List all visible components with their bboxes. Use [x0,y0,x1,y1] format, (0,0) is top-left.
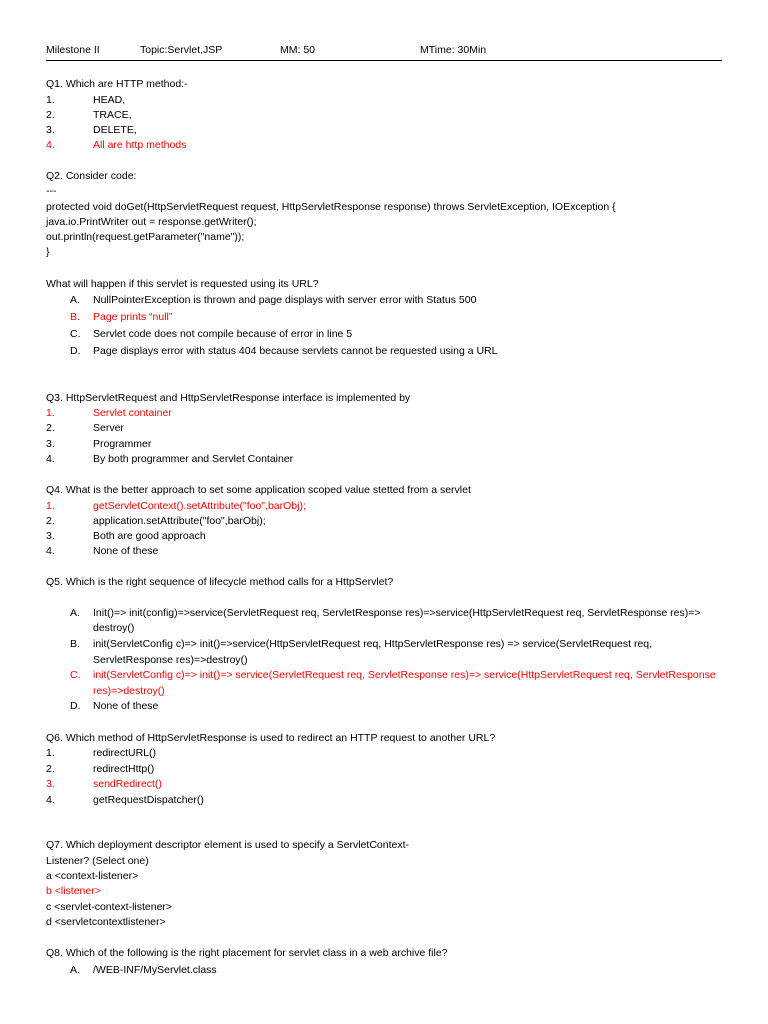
code-line: } [46,246,50,258]
option-row: D. None of these [70,700,159,712]
question-2-prompt: What will happen if this servlet is requested using its URL? [46,278,319,290]
code-line: --- [46,185,57,197]
option-row-correct-continued: res)=>destroy() [93,685,165,697]
option-row: 4. None of these [46,545,159,557]
option-row: A. /WEB-INF/MyServlet.class [70,964,217,976]
code-line: java.io.PrintWriter out = response.getWriter(); [46,216,257,228]
exam-header [0,44,768,58]
option-row: 1. redirectURL() [46,747,157,759]
option-row-correct: 3. sendRedirect() [46,778,162,790]
question-7-text-continued: Listener? (Select one) [46,855,149,867]
question-2-text: Q2. Consider code: [46,170,137,182]
code-line: protected void doGet(HttpServletRequest request, HttpServletResponse response) throws ServletException, IOException { [46,201,616,213]
topic-label: Topic:Servlet,JSP [140,44,223,56]
option-row: 4. By both programmer and Servlet Container [46,453,294,465]
code-line: out.println(request.getParameter("name")); [46,231,245,243]
option-row: 3. Programmer [46,438,152,450]
question-1-text: Q1. Which are HTTP method:- [46,78,188,90]
option-row: 2. application.setAttribute("foo",barObj); [46,515,266,527]
option-row-correct: 1. getServletContext().setAttribute("foo",barObj); [46,500,306,512]
option-row-correct: 4. All are http methods [46,139,187,151]
question-7-text: Q7. Which deployment descriptor element is used to specify a ServletContext- [46,839,409,851]
question-8-text: Q8. Which of the following is the right placement for servlet class in a web archive file? [46,947,448,959]
question-6-text: Q6. Which method of HttpServletResponse is used to redirect an HTTP request to another URL? [46,732,496,744]
option-row-correct: b <listener> [46,885,101,897]
option-row: 3. DELETE, [46,124,137,136]
option-row-continued: ServletResponse res)=>destroy() [93,654,248,666]
max-time-label: MTime: 30Min [420,44,487,56]
option-row-correct: B. Page prints “null” [70,311,173,323]
option-row-continued: destroy() [93,622,135,634]
option-row: 3. Both are good approach [46,530,206,542]
option-row: 4. getRequestDispatcher() [46,794,204,806]
option-row-correct: C. init(ServletConfig c)=> init()=> service(ServletRequest req, ServletResponse res)=> service(HttpServletRequest req, ServletResponse [70,669,716,681]
option-row: 2. Server [46,422,124,434]
question-3-text: Q3. HttpServletRequest and HttpServletResponse interface is implemented by [46,392,411,404]
option-row: c <servlet-context-listener> [46,901,173,913]
milestone-label: Milestone II [46,44,100,56]
option-row: 2. TRACE, [46,109,132,121]
option-row: A. NullPointerException is thrown and page displays with server error with Status 500 [70,294,477,306]
question-4-text: Q4. What is the better approach to set some application scoped value stetted from a servlet [46,484,471,496]
header-divider [46,60,722,61]
option-row: 1. HEAD, [46,94,126,106]
option-row: A. Init()=> init(config)=>service(ServletRequest req, ServletResponse res)=>service(HttpServletRequest req, ServletResponse res)=> [70,607,701,619]
option-row: D. Page displays error with status 404 because servlets cannot be requested using a URL [70,345,498,357]
option-row: C. Servlet code does not compile because of error in line 5 [70,328,353,340]
max-marks-label: MM: 50 [280,44,316,56]
option-row: 2. redirectHttp() [46,763,155,775]
option-row: a <context-listener> [46,870,139,882]
option-row: d <servletcontextlistener> [46,916,166,928]
question-5-text: Q5. Which is the right sequence of lifecycle method calls for a HttpServlet? [46,576,394,588]
option-row-correct: 1. Servlet container [46,407,172,419]
option-row: B. init(ServletConfig c)=> init()=>service(HttpServletRequest req, HttpServletResponse res) => service(ServletRequest req, [70,638,653,650]
